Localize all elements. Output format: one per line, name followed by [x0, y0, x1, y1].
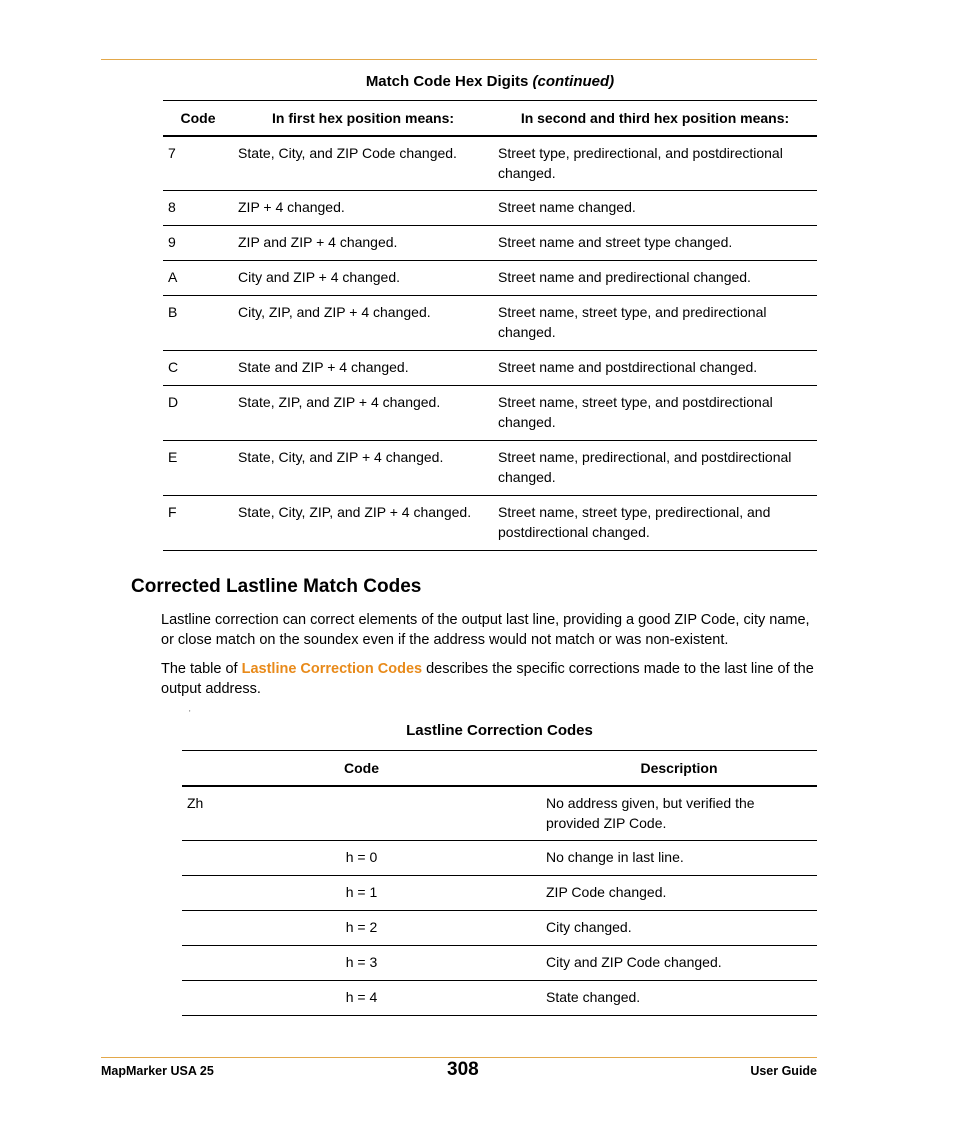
description-cell: State changed. [541, 981, 817, 1016]
second-third-hex-cell: Street name and predirectional changed. [493, 261, 817, 296]
code-cell: h = 0 [182, 841, 541, 876]
code-cell: F [163, 496, 233, 551]
table-row [163, 296, 817, 351]
stray-mark: ' [189, 709, 191, 718]
table-row [182, 876, 817, 911]
lastline-correction-codes-link[interactable]: Lastline Correction Codes [241, 661, 423, 677]
first-hex-cell: State and ZIP + 4 changed. [233, 351, 493, 386]
footer-rule [101, 1057, 817, 1058]
code-cell: Zh [182, 786, 541, 841]
table-row [163, 496, 817, 551]
second-third-hex-cell: Street name, street type, and postdirectional changed. [493, 386, 817, 441]
para-text-after: describes the specific corrections made to the last line of the output address. [161, 661, 814, 697]
first-hex-cell: City, ZIP, and ZIP + 4 changed. [233, 296, 493, 351]
description-cell: No address given, but verified the provided ZIP Code. [541, 786, 817, 841]
code-cell: A [163, 261, 233, 296]
lastline-table-reference-paragraph [161, 659, 821, 699]
table-row [182, 946, 817, 981]
table-row [163, 351, 817, 386]
column-header-code: Code [182, 751, 541, 786]
hex-caption-suffix: (continued) [532, 73, 615, 90]
footer-product-name: MapMarker USA 25 [101, 1064, 214, 1078]
description-cell: City changed. [541, 911, 817, 946]
code-cell: 9 [163, 226, 233, 261]
table-row [182, 841, 817, 876]
column-header-code: Code [163, 101, 233, 136]
second-third-hex-cell: Street name and postdirectional changed. [493, 351, 817, 386]
first-hex-cell: ZIP + 4 changed. [233, 191, 493, 226]
second-third-hex-cell: Street name, street type, predirectional, and postdirectional changed. [493, 496, 817, 551]
table-row [182, 981, 817, 1016]
code-cell: h = 3 [182, 946, 541, 981]
lastline-intro-paragraph: Lastline correction can correct elements of the output last line, providing a good ZIP Code, city name, or close match on the soundex even if the address would not match or was non-existent. [161, 612, 810, 648]
code-cell: D [163, 386, 233, 441]
table-row [182, 786, 817, 841]
code-cell: h = 1 [182, 876, 541, 911]
first-hex-cell: State, City, and ZIP Code changed. [233, 136, 493, 191]
table-row [163, 191, 817, 226]
description-cell: City and ZIP Code changed. [541, 946, 817, 981]
section-heading: Corrected Lastline Match Codes [131, 576, 422, 597]
description-cell: ZIP Code changed. [541, 876, 817, 911]
table-header-row [163, 101, 817, 136]
code-cell: h = 2 [182, 911, 541, 946]
code-cell: B [163, 296, 233, 351]
column-header-first-hex: In first hex position means: [233, 101, 493, 136]
first-hex-cell: ZIP and ZIP + 4 changed. [233, 226, 493, 261]
table-row [163, 136, 817, 191]
table-row [163, 226, 817, 261]
table-row [163, 386, 817, 441]
description-cell: No change in last line. [541, 841, 817, 876]
table-header-row [182, 751, 817, 786]
table-row [182, 911, 817, 946]
lastline-correction-table [182, 750, 817, 1016]
column-header-description: Description [541, 751, 817, 786]
hex-table-caption [163, 73, 817, 90]
header-rule [101, 59, 817, 60]
match-code-hex-table [163, 100, 817, 551]
code-cell: 8 [163, 191, 233, 226]
second-third-hex-cell: Street name changed. [493, 191, 817, 226]
hex-caption-main: Match Code Hex Digits [365, 73, 529, 90]
second-third-hex-cell: Street type, predirectional, and postdirectional changed. [493, 136, 817, 191]
column-header-second-third-hex: In second and third hex position means: [493, 101, 817, 136]
footer-doc-title: User Guide [750, 1064, 817, 1078]
first-hex-cell: State, ZIP, and ZIP + 4 changed. [233, 386, 493, 441]
second-third-hex-cell: Street name, street type, and predirectional changed. [493, 296, 817, 351]
table-row [163, 261, 817, 296]
second-third-hex-cell: Street name and street type changed. [493, 226, 817, 261]
page-number: 308 [447, 1059, 479, 1080]
code-cell: h = 4 [182, 981, 541, 1016]
first-hex-cell: State, City, ZIP, and ZIP + 4 changed. [233, 496, 493, 551]
second-third-hex-cell: Street name, predirectional, and postdirectional changed. [493, 441, 817, 496]
code-cell: E [163, 441, 233, 496]
first-hex-cell: State, City, and ZIP + 4 changed. [233, 441, 493, 496]
first-hex-cell: City and ZIP + 4 changed. [233, 261, 493, 296]
code-cell: C [163, 351, 233, 386]
code-cell: 7 [163, 136, 233, 191]
lastline-table-caption: Lastline Correction Codes [406, 722, 593, 739]
table-row [163, 441, 817, 496]
para-text-before: The table of [161, 661, 242, 677]
